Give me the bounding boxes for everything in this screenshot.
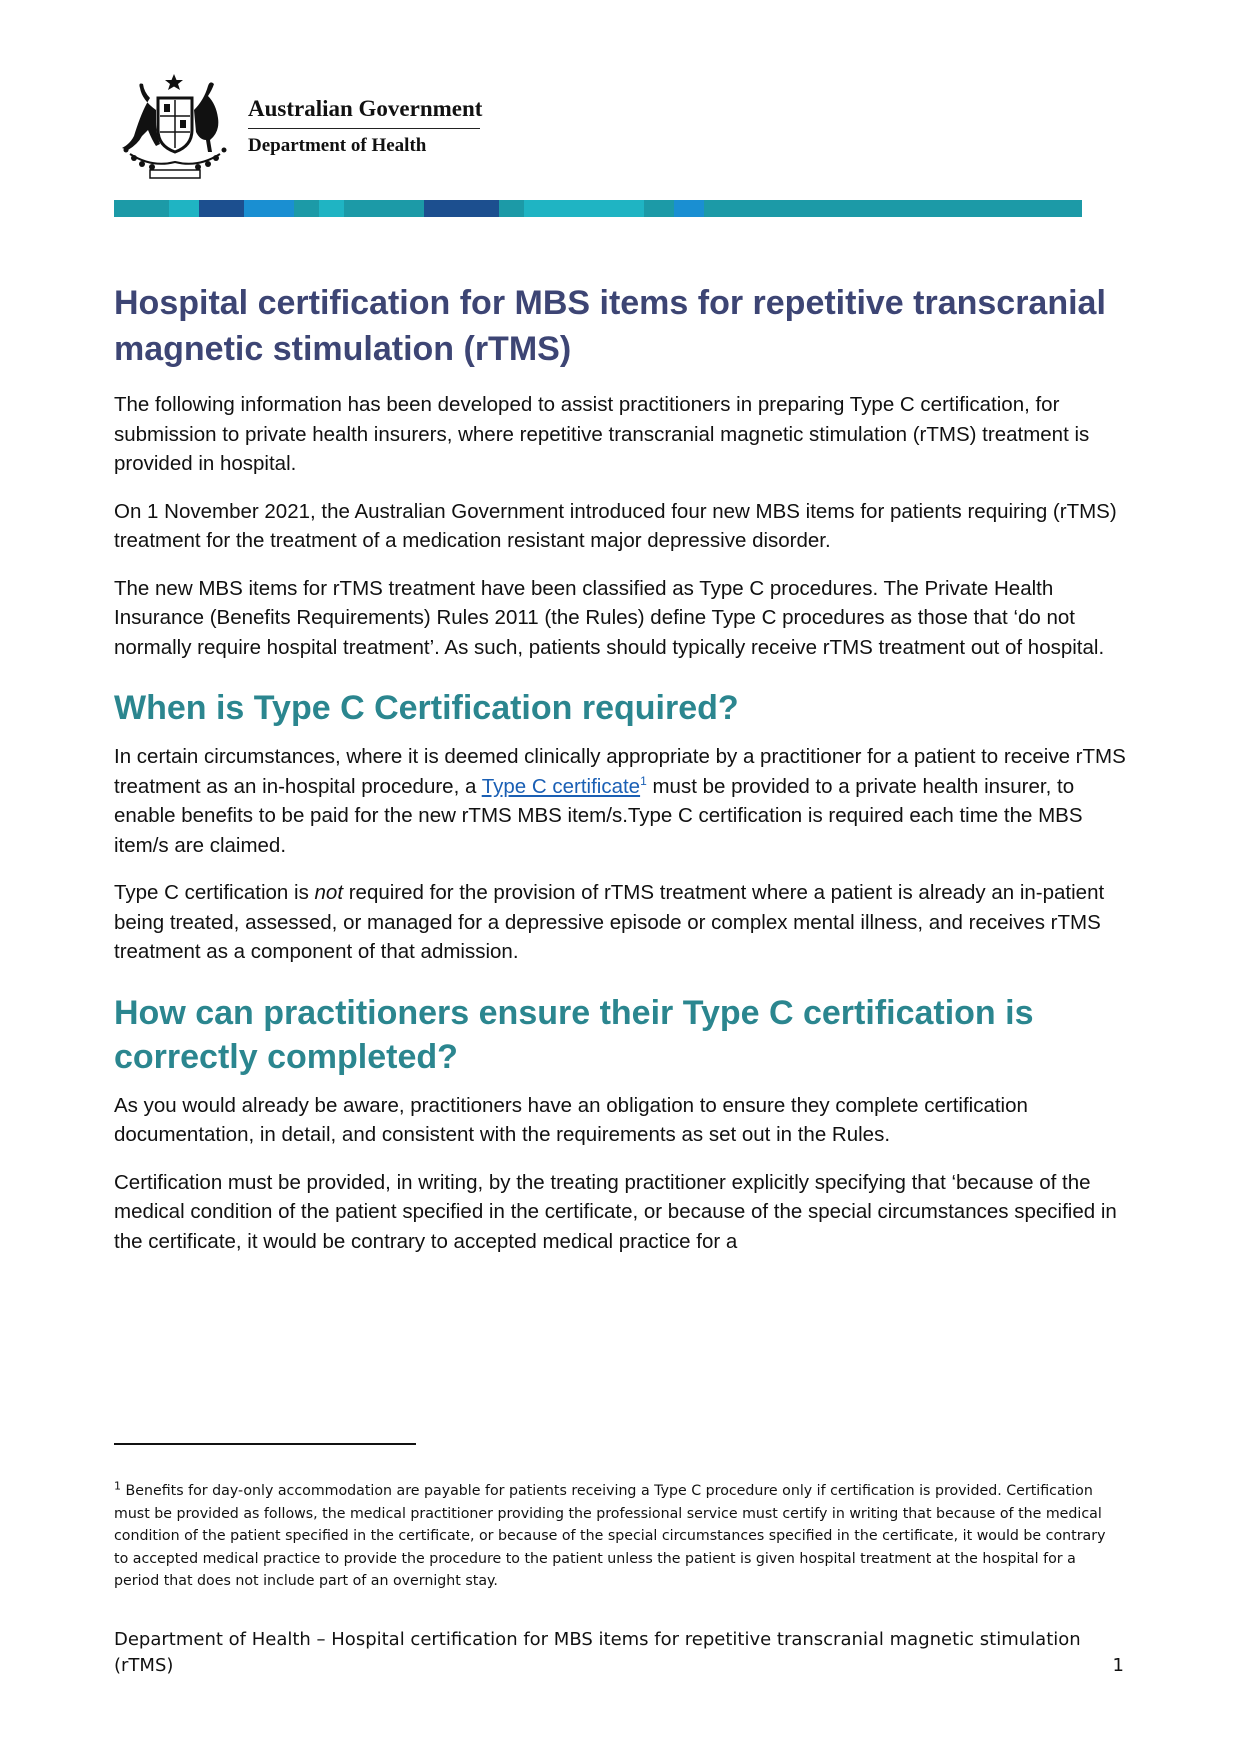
emphasis-not: not xyxy=(314,881,344,904)
coat-of-arms-icon xyxy=(112,70,248,180)
section-heading-when-required: When is Type C Certification required? xyxy=(114,689,739,727)
band-segment xyxy=(319,200,344,217)
band-segment xyxy=(114,200,169,217)
government-name: Australian Government xyxy=(248,96,483,121)
type-c-certificate-link[interactable]: Type C certificate xyxy=(481,774,641,798)
band-segment xyxy=(294,200,319,217)
organisation-block xyxy=(248,96,482,157)
band-segment xyxy=(704,200,1082,217)
band-segment xyxy=(199,200,244,217)
document-body xyxy=(114,280,1134,1274)
band-segment xyxy=(169,200,199,217)
intro-paragraph-1: The following information has been developed to assist practitioners in preparing Type C certification, for submission to private health insurers, where repetitive transcranial magnetic stimulation (rTMS) treatment is provided in hospital. xyxy=(114,393,1090,475)
footnote-text: Benefits for day-only accommodation are payable for patients receiving a Type C procedure only if certification is provided. Certification must be provided as follows, the medical practitioner providing the professional service must certify in writing that because of the medical condition of the patient specified in the certificate, or because of the special circumstances specified in the certificate, it would be contrary to accepted medical practice to provide the procedure to the patient unless the patient is given hospital treatment at the hospital for a period that does not include part of an overnight stay. xyxy=(114,1483,1106,1590)
section2-paragraph-1: As you would already be aware, practitioners have an obligation to ensure they complete certification documentation, in detail, and consistent with the requirements as set out in the Rules. xyxy=(114,1093,1028,1146)
band-segment xyxy=(244,200,294,217)
section-heading-how-to-complete: How can practitioners ensure their Type C certification is correctly completed? xyxy=(114,993,1034,1076)
band-segment xyxy=(674,200,704,217)
section2-paragraph-2: Certification must be provided, in writing, by the treating practitioner explicitly specifying that ‘because of the medical condition of the patient specified in the certificate, or because of the special circumstances specified in the certificate, it would be contrary to accepted medical practice for a xyxy=(114,1170,1117,1253)
footnote-number: 1 xyxy=(114,1479,121,1493)
footnote xyxy=(114,1480,1114,1593)
footnote-separator xyxy=(114,1443,416,1445)
footer-text: Department of Health – Hospital certification for MBS items for repetitive transcranial magnetic stimulation (rTMS) xyxy=(114,1629,1081,1676)
band-segment xyxy=(499,200,524,217)
band-segment xyxy=(344,200,424,217)
footnote-reference[interactable]: 1 xyxy=(640,773,647,788)
department-name: Department of Health xyxy=(248,135,427,156)
header-colour-band xyxy=(114,200,1082,217)
government-logo xyxy=(112,70,492,180)
intro-paragraph-2: On 1 November 2021, the Australian Government introduced four new MBS items for patients requiring (rTMS) treatment for the treatment of a medication resistant major depressive disorder. xyxy=(114,499,1117,552)
band-segment xyxy=(644,200,674,217)
page-number: 1 xyxy=(1112,1655,1124,1676)
band-segment xyxy=(524,200,644,217)
page-footer xyxy=(114,1627,1124,1679)
section1-paragraph-1: In certain circumstances, where it is deemed clinically appropriate by a practitioner for a patient to receive rTMS treatment as an in-hospital procedure, a Type C certificate$^1$ must be provided to a private health insurer, to enable benefits to be paid for the new rTMS MBS item/s.Type C certification is required each time the MBS item/s are claimed. xyxy=(114,745,1126,857)
document-title: Hospital certification for MBS items for repetitive transcranial magnetic stimulation (rTMS) xyxy=(114,284,1106,368)
band-segment xyxy=(424,200,499,217)
logo-divider xyxy=(248,128,480,129)
section1-paragraph-2: Type C certification is not required for the provision of rTMS treatment where a patient is already an in-patient being treated, assessed, or managed for a depressive episode or complex mental illness, and receives rTMS treatment as a component of that admission. xyxy=(114,881,1105,963)
intro-paragraph-3: The new MBS items for rTMS treatment have been classified as Type C procedures. The Private Health Insurance (Benefits Requirements) Rules 2011 (the Rules) define Type C procedures as those that ‘do not normally require hospital treatment’. As such, patients should typically receive rTMS treatment out of hospital. xyxy=(114,576,1105,659)
